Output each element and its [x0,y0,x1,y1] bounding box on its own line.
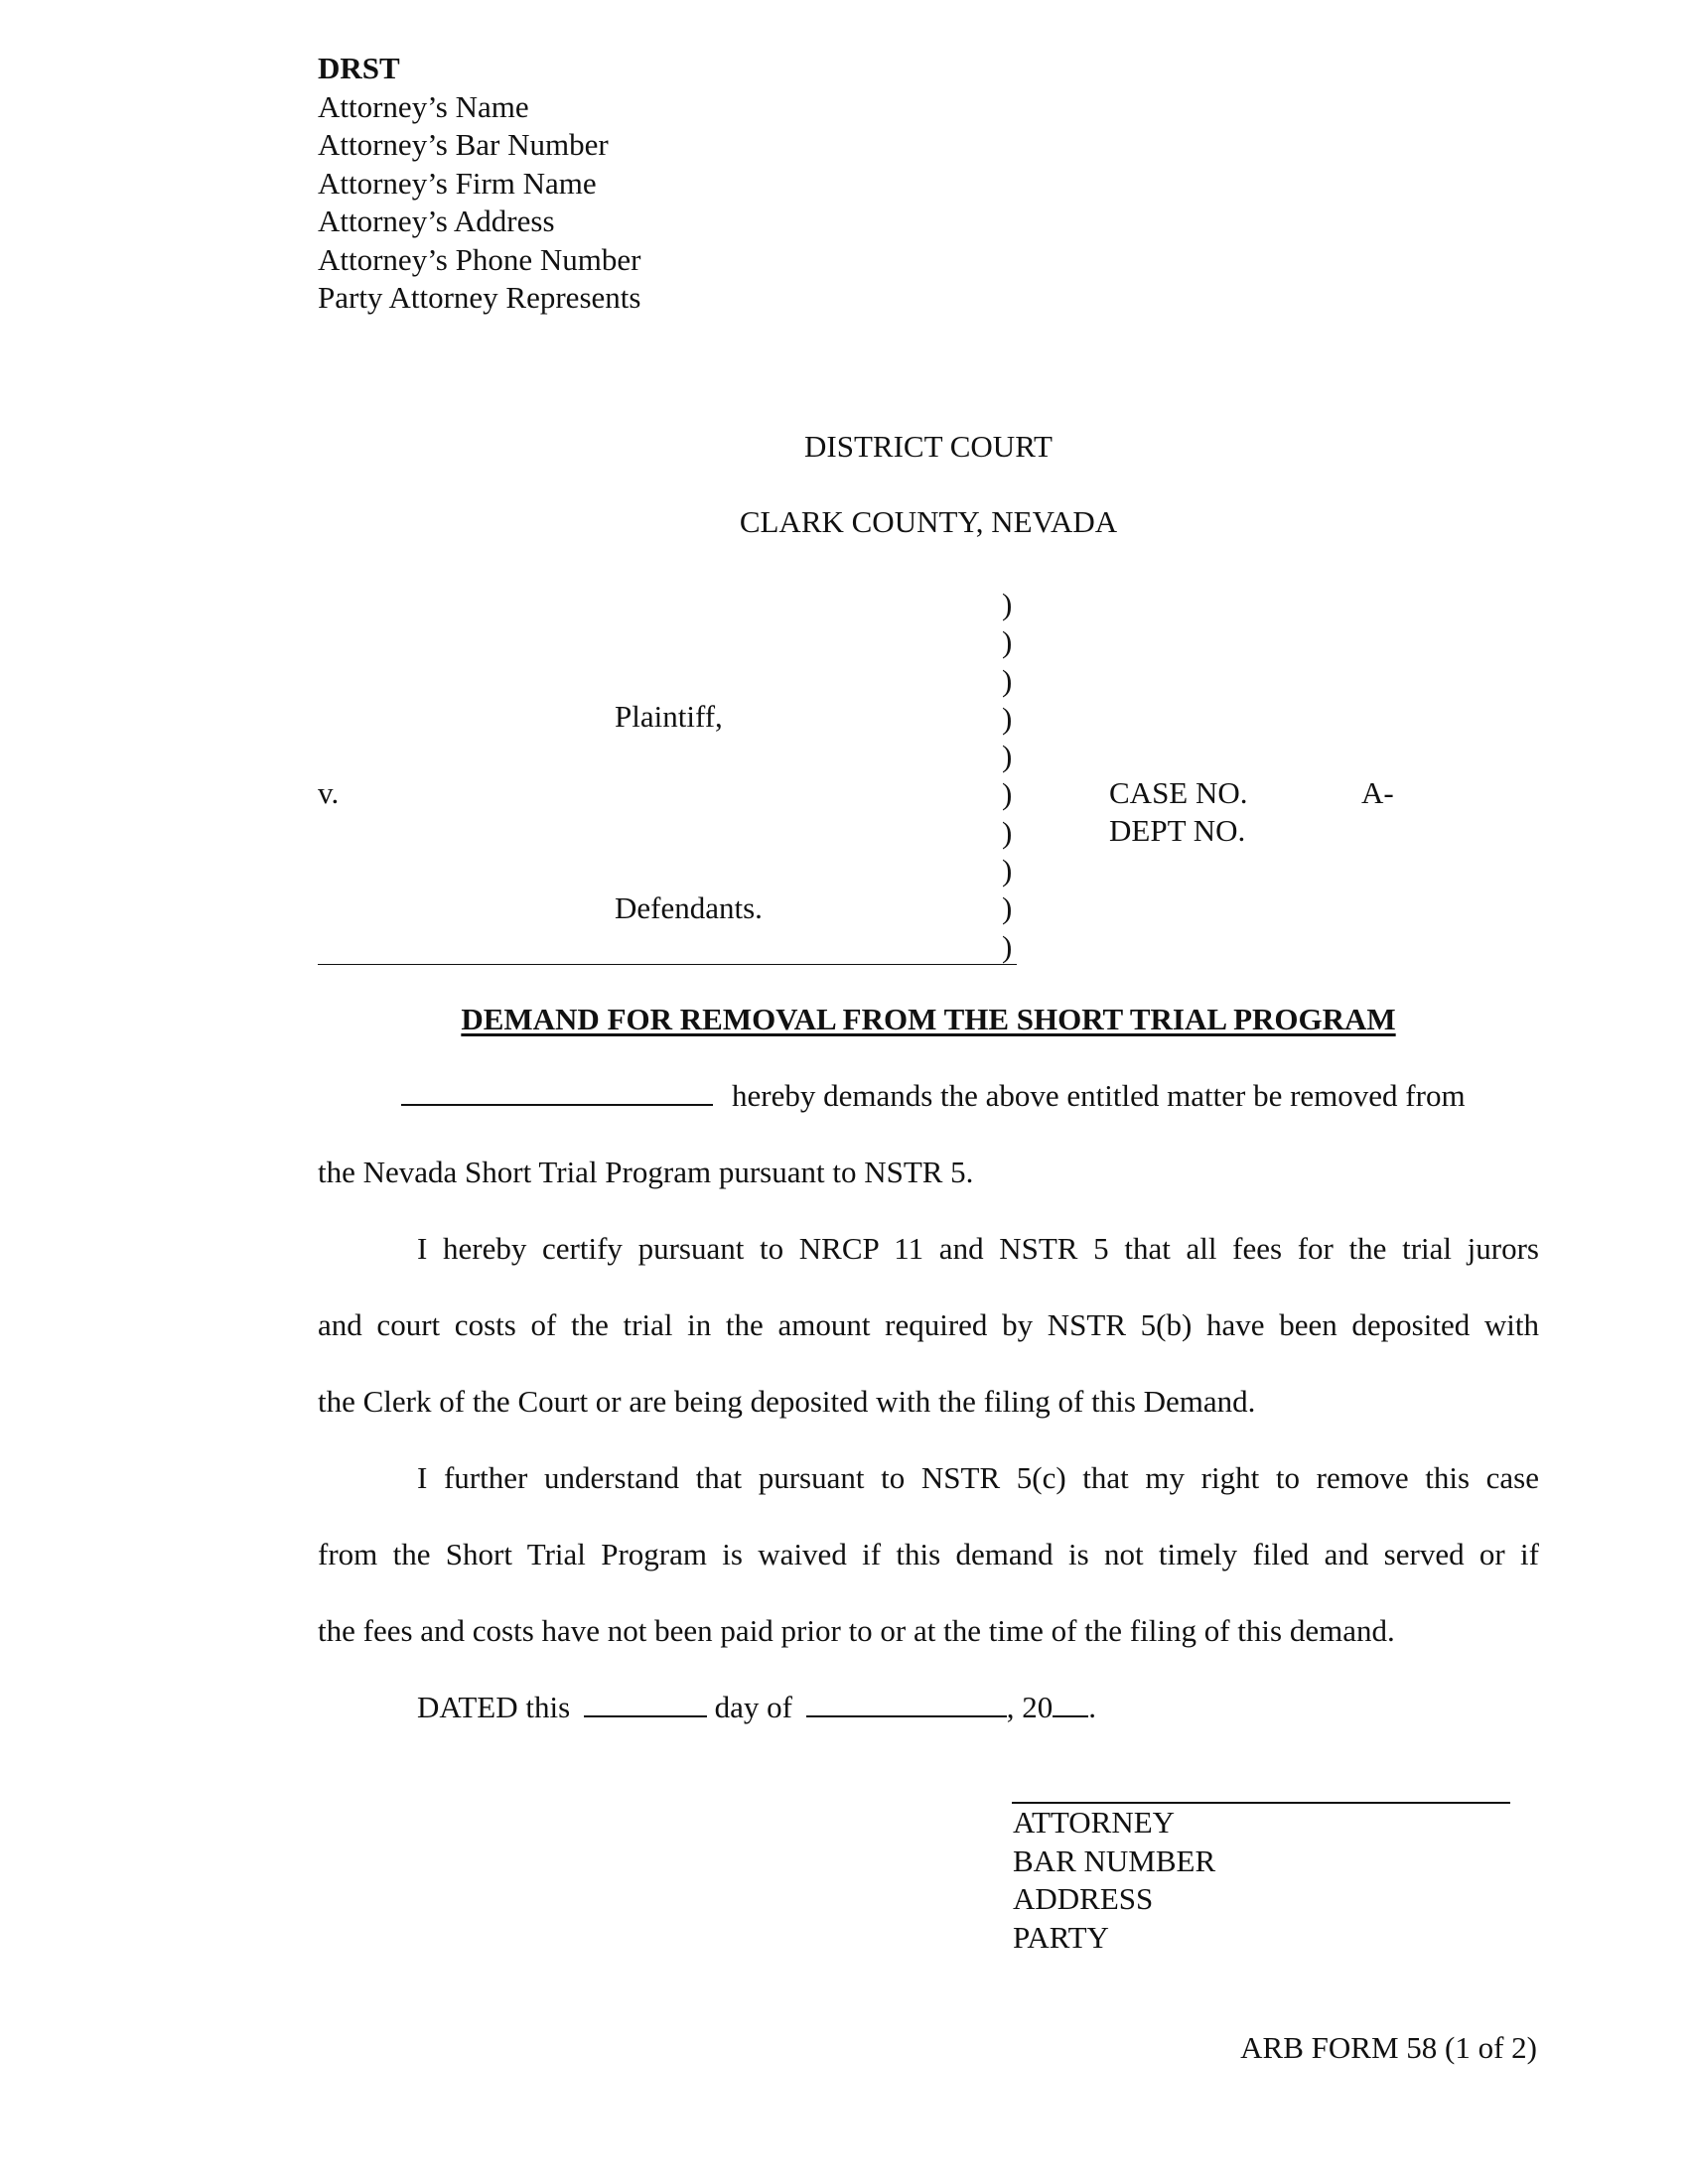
dated-line [417,1690,1096,1725]
caption-divider [318,964,1017,965]
defendants-label: Defendants. [615,890,763,925]
dated-prefix: DATED this [417,1690,571,1724]
party-name-blank [401,1078,713,1114]
attorney-address: Attorney’s Address [318,204,555,238]
attorney-firm-name: Attorney’s Firm Name [318,165,597,201]
attorney-name: Attorney’s Name [318,88,529,124]
court-county: CLARK COUNTY, NEVADA [739,504,1118,539]
attorney-bar-number: Attorney’s Bar Number [318,127,609,162]
year-blank [1053,1692,1088,1717]
dept-no-label: DEPT NO. [1109,813,1246,848]
signature-attorney: ATTORNEY [1013,1805,1176,1840]
paragraph-2-line-2: and court costs of the trial in the amount required by NSTR 5(b) have been deposited with [318,1307,1539,1342]
document-title: DEMAND FOR REMOVAL FROM THE SHORT TRIAL PROGRAM [461,1002,1396,1036]
paragraph-2-line-3: the Clerk of the Court or are being deposited with the filing of this Demand. [318,1384,1256,1419]
caption-parentheses: ) ) ) ) ) ) ) ) ) ) [1002,587,1013,964]
paragraph-1-line-1: hereby demands the above entitled matter be removed from [732,1078,1466,1113]
form-code: DRST [318,51,400,85]
form-footer: ARB FORM 58 (1 of 2) [1240,2030,1537,2065]
attorney-phone: Attorney’s Phone Number [318,241,641,277]
month-blank [806,1692,1007,1717]
signature-party: PARTY [1013,1919,1109,1955]
case-no-value: A- [1361,775,1394,810]
party-represented: Party Attorney Represents [318,280,641,315]
paragraph-3-line-2: from the Short Trial Program is waived if this demand is not timely filed and served or if [318,1537,1539,1571]
paragraph-1-line-2: the Nevada Short Trial Program pursuant to NSTR 5. [318,1155,974,1189]
paragraph-2-line-1: I hereby certify pursuant to NRCP 11 and NSTR 5 that all fees for the trial jurors [417,1231,1539,1266]
court-name: DISTRICT COURT [804,429,1053,464]
dated-comma-year: , 20 [1006,1690,1054,1724]
paragraph-3-line-1: I further understand that pursuant to NSTR 5(c) that my right to remove this case [417,1460,1539,1495]
versus-label: v. [318,775,340,810]
paragraph-3-line-3: the fees and costs have not been paid prior to or at the time of the filing of this demand. [318,1613,1395,1648]
dated-end: . [1088,1690,1096,1724]
signature-bar-number: BAR NUMBER [1013,1843,1216,1878]
signature-address: ADDRESS [1013,1881,1154,1916]
day-blank [584,1692,707,1717]
case-no-label: CASE NO. [1109,775,1248,810]
signature-block [1013,1804,1215,1957]
attorney-header [318,50,640,318]
dated-mid: day of [714,1690,792,1724]
plaintiff-label: Plaintiff, [615,699,723,734]
